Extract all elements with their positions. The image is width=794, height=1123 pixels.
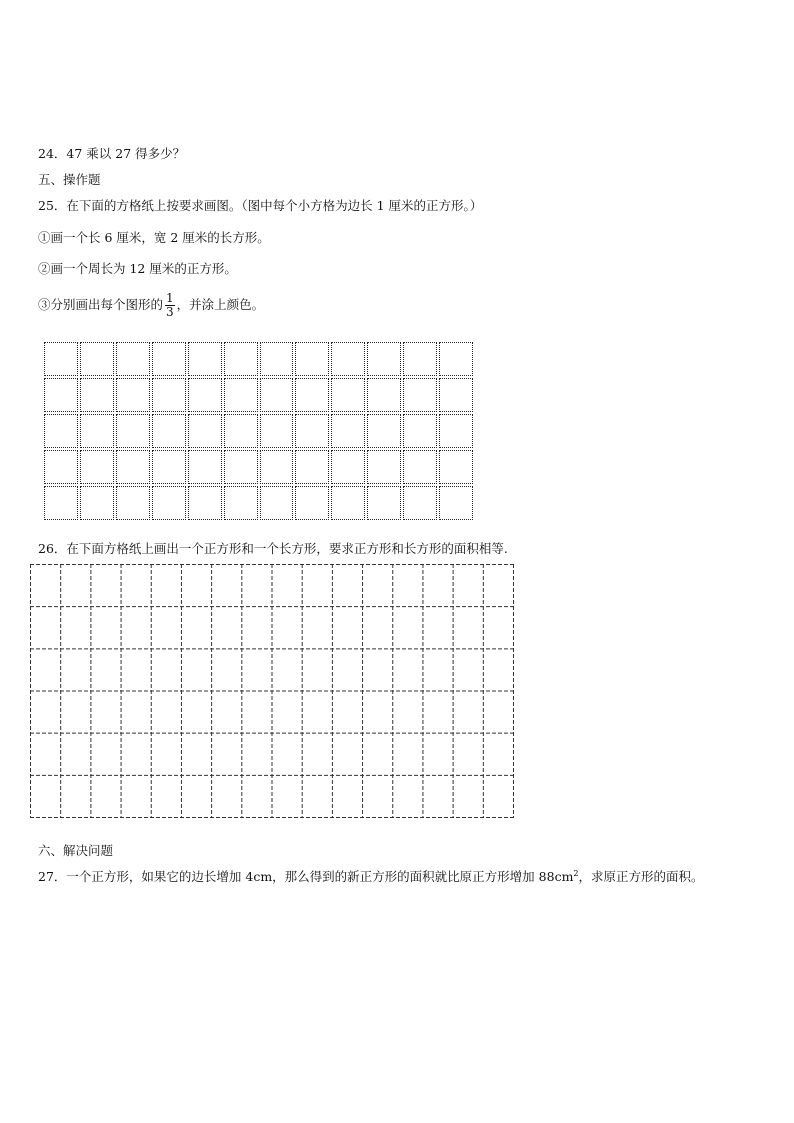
- q27-superscript: 2: [573, 868, 579, 878]
- grid-cell: [188, 342, 222, 376]
- fraction-numerator: 1: [166, 291, 174, 305]
- grid-cell: [116, 378, 150, 412]
- grid-cell: [260, 414, 294, 448]
- grid-cell: [403, 486, 437, 520]
- grid-cell: [152, 414, 186, 448]
- grid-cell: [367, 414, 401, 448]
- grid-cell: [188, 486, 222, 520]
- fraction-one-third: [165, 292, 175, 319]
- grid-cell: [295, 450, 329, 484]
- grid-cell: [80, 450, 114, 484]
- grid-cell: [224, 378, 258, 412]
- grid-cell: [80, 486, 114, 520]
- grid-cell: [331, 450, 365, 484]
- grid-cell: [331, 342, 365, 376]
- question-25-item-2: ②画一个周长为 12 厘米的正方形。: [38, 261, 237, 276]
- grid-cell: [224, 486, 258, 520]
- dotted-grid-paper: [43, 341, 474, 521]
- dashed-grid-paper: [30, 564, 514, 818]
- grid-cell: [260, 486, 294, 520]
- grid-cell: [152, 378, 186, 412]
- grid-cell: [439, 486, 473, 520]
- grid-cell: [80, 378, 114, 412]
- grid-cell: [295, 414, 329, 448]
- grid-cell: [80, 414, 114, 448]
- grid-cell: [403, 450, 437, 484]
- item-3-suffix: ，并涂上颜色。: [176, 297, 265, 312]
- grid-cell: [44, 450, 78, 484]
- grid-cell: [439, 414, 473, 448]
- grid-cell: [224, 414, 258, 448]
- question-25-item-1: ①画一个长 6 厘米，宽 2 厘米的长方形。: [38, 230, 270, 245]
- question-27: [38, 869, 704, 885]
- grid-cell: [403, 342, 437, 376]
- grid-cell: [260, 342, 294, 376]
- grid-cell: [295, 486, 329, 520]
- grid-cell: [439, 450, 473, 484]
- question-25: 25．在下面的方格纸上按要求画图。（图中每个小方格为边长 1 厘米的正方形。）: [38, 198, 483, 213]
- grid-cell: [188, 378, 222, 412]
- grid-cell: [439, 378, 473, 412]
- q27-suffix: ，求原正方形的面积。: [578, 869, 704, 884]
- grid-cell: [152, 450, 186, 484]
- grid-cell: [295, 342, 329, 376]
- grid-cell: [260, 378, 294, 412]
- grid-cell: [331, 486, 365, 520]
- item-3-prefix: ③分别画出每个图形的: [38, 297, 164, 312]
- grid-cell: [188, 450, 222, 484]
- grid-cell: [116, 486, 150, 520]
- grid-cell: [331, 414, 365, 448]
- question-26: 26．在下面方格纸上画出一个正方形和一个长方形，要求正方形和长方形的面积相等.: [38, 541, 508, 556]
- grid-cell: [44, 414, 78, 448]
- grid-cell: [44, 486, 78, 520]
- grid-cell: [224, 450, 258, 484]
- q27-text: 27．一个正方形，如果它的边长增加 4cm，那么得到的新正方形的面积就比原正方形增加 88cm: [38, 869, 574, 884]
- grid-cell: [152, 486, 186, 520]
- grid-cell: [116, 342, 150, 376]
- grid-cell: [439, 342, 473, 376]
- fraction-denominator: 3: [166, 305, 174, 319]
- grid-cell: [367, 486, 401, 520]
- grid-cell: [44, 342, 78, 376]
- grid-cell: [188, 414, 222, 448]
- grid-cell: [224, 342, 258, 376]
- grid-cell: [367, 378, 401, 412]
- grid-cell: [367, 342, 401, 376]
- grid-cell: [295, 378, 329, 412]
- grid-cell: [403, 414, 437, 448]
- question-25-item-3: [38, 292, 264, 319]
- section-6-heading: 六、解决问题: [38, 843, 114, 858]
- grid-cell: [331, 378, 365, 412]
- grid-cell: [403, 378, 437, 412]
- section-5-heading: 五、操作题: [38, 172, 101, 187]
- grid-cell: [116, 450, 150, 484]
- grid-cell: [260, 450, 294, 484]
- question-24: 24．47 乘以 27 得多少？: [38, 146, 186, 161]
- grid-cell: [80, 342, 114, 376]
- grid-cell: [152, 342, 186, 376]
- grid-cell: [367, 450, 401, 484]
- grid-cell: [44, 378, 78, 412]
- grid-cell: [116, 414, 150, 448]
